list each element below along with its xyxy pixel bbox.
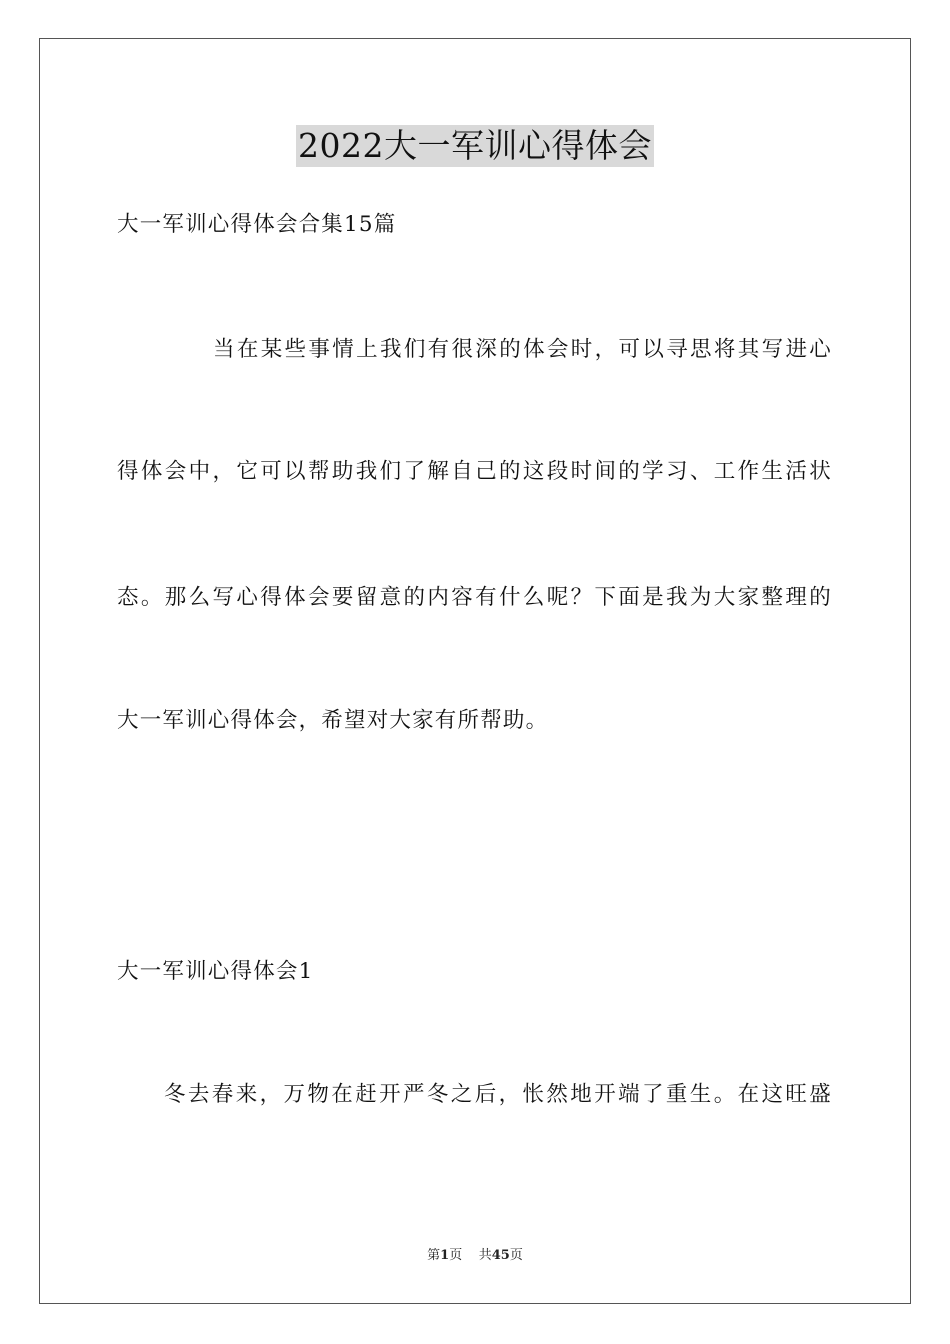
section-line-1: 冬去春来，万物在赶开严冬之后，怅然地开端了重生。在这旺盛: [164, 1082, 832, 1107]
intro-line-1: 当在某些事情上我们有很深的体会时，可以寻思将其写进心: [213, 337, 832, 362]
footer-total-pages: 45: [491, 1248, 510, 1263]
footer-page-number: 1: [440, 1248, 450, 1263]
footer-page-suffix: 页: [449, 1248, 463, 1263]
intro-line-3: 态。那么写心得体会要留意的内容有什么呢？下面是我为大家整理的: [117, 585, 832, 610]
title-block: [0, 125, 950, 167]
page-footer: [0, 1247, 950, 1265]
section-heading: 大一军训心得体会1: [117, 959, 314, 984]
document-subtitle: 大一军训心得体会合集15篇: [117, 212, 397, 237]
footer-total-prefix: 共: [478, 1248, 492, 1263]
intro-line-2: 得体会中，它可以帮助我们了解自己的这段时间的学习、工作生活状: [117, 459, 832, 484]
footer-page-prefix: 第: [427, 1248, 441, 1263]
document-title: 2022大一军训心得体会: [298, 126, 652, 165]
intro-line-4: 大一军训心得体会，希望对大家有所帮助。: [117, 708, 549, 733]
footer-total-suffix: 页: [509, 1248, 523, 1263]
